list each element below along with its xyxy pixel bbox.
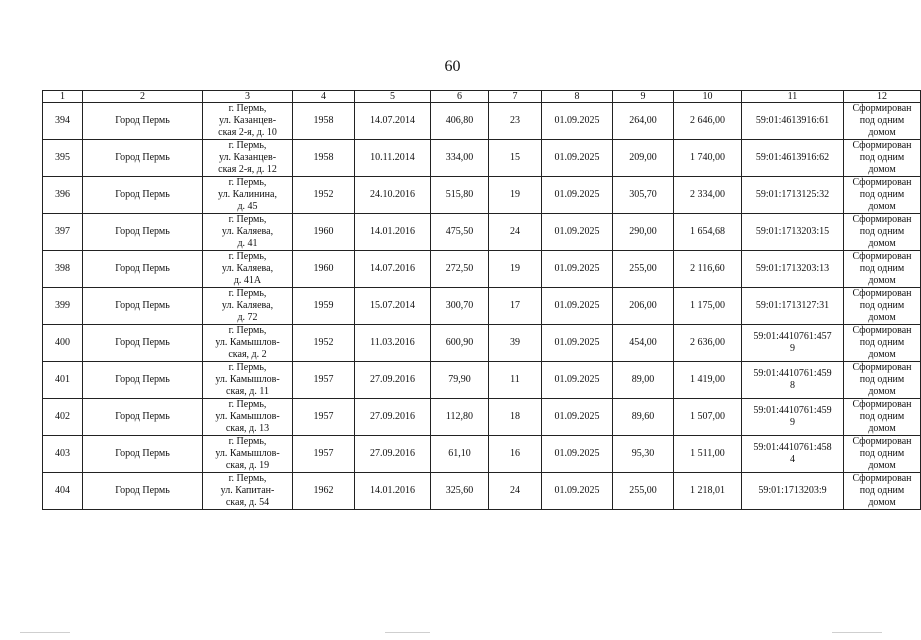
area-cell: 515,80 <box>431 177 489 214</box>
table-row <box>43 362 921 399</box>
table-row <box>43 399 921 436</box>
area-cell: 334,00 <box>431 140 489 177</box>
date-cell: 01.09.2025 <box>542 325 613 362</box>
registry-table <box>42 90 921 510</box>
address-cell: г. Пермь, ул. Каляева, д. 41 <box>203 214 293 251</box>
address-cell: г. Пермь, ул. Каляева, д. 72 <box>203 288 293 325</box>
date-cell: 15.07.2014 <box>355 288 431 325</box>
value-cell: 206,00 <box>613 288 674 325</box>
column-number-header: 7 <box>489 91 542 103</box>
municipality-cell: Город Пермь <box>83 288 203 325</box>
row-number-cell: 397 <box>43 214 83 251</box>
table-row <box>43 214 921 251</box>
count-cell: 15 <box>489 140 542 177</box>
value-cell: 255,00 <box>613 251 674 288</box>
address-cell: г. Пермь, ул. Каляева, д. 41А <box>203 251 293 288</box>
year-cell: 1960 <box>293 251 355 288</box>
count-cell: 11 <box>489 362 542 399</box>
date-cell: 14.07.2014 <box>355 103 431 140</box>
scan-artifact-line <box>832 632 882 633</box>
table-row <box>43 177 921 214</box>
row-number-cell: 404 <box>43 473 83 510</box>
column-number-header: 2 <box>83 91 203 103</box>
table-row <box>43 325 921 362</box>
date-cell: 14.01.2016 <box>355 214 431 251</box>
row-number-cell: 398 <box>43 251 83 288</box>
table-row <box>43 288 921 325</box>
area-cell: 112,80 <box>431 399 489 436</box>
date-cell: 01.09.2025 <box>542 436 613 473</box>
date-cell: 14.01.2016 <box>355 473 431 510</box>
row-number-cell: 396 <box>43 177 83 214</box>
column-number-header: 4 <box>293 91 355 103</box>
year-cell: 1958 <box>293 140 355 177</box>
area-cell: 61,10 <box>431 436 489 473</box>
status-cell: Сформирован под одним домом <box>844 288 921 325</box>
amount-cell: 1 511,00 <box>674 436 742 473</box>
area-cell: 475,50 <box>431 214 489 251</box>
date-cell: 11.03.2016 <box>355 325 431 362</box>
column-number-header: 9 <box>613 91 674 103</box>
area-cell: 79,90 <box>431 362 489 399</box>
year-cell: 1957 <box>293 362 355 399</box>
date-cell: 01.09.2025 <box>542 288 613 325</box>
year-cell: 1957 <box>293 399 355 436</box>
amount-cell: 1 507,00 <box>674 399 742 436</box>
cadastral-number-cell: 59:01:4613916:61 <box>742 103 844 140</box>
address-cell: г. Пермь, ул. Капитан- ская, д. 54 <box>203 473 293 510</box>
table-row <box>43 103 921 140</box>
year-cell: 1962 <box>293 473 355 510</box>
amount-cell: 1 175,00 <box>674 288 742 325</box>
count-cell: 19 <box>489 251 542 288</box>
amount-cell: 2 334,00 <box>674 177 742 214</box>
table-row <box>43 436 921 473</box>
count-cell: 16 <box>489 436 542 473</box>
value-cell: 305,70 <box>613 177 674 214</box>
address-cell: г. Пермь, ул. Камышлов- ская, д. 2 <box>203 325 293 362</box>
row-number-cell: 394 <box>43 103 83 140</box>
status-cell: Сформирован под одним домом <box>844 140 921 177</box>
municipality-cell: Город Пермь <box>83 140 203 177</box>
municipality-cell: Город Пермь <box>83 103 203 140</box>
municipality-cell: Город Пермь <box>83 436 203 473</box>
column-number-header: 10 <box>674 91 742 103</box>
date-cell: 01.09.2025 <box>542 177 613 214</box>
date-cell: 10.11.2014 <box>355 140 431 177</box>
cadastral-number-cell: 59:01:1713203:13 <box>742 251 844 288</box>
count-cell: 23 <box>489 103 542 140</box>
cadastral-number-cell: 59:01:1713127:31 <box>742 288 844 325</box>
municipality-cell: Город Пермь <box>83 251 203 288</box>
column-number-header: 12 <box>844 91 921 103</box>
area-cell: 406,80 <box>431 103 489 140</box>
amount-cell: 1 654,68 <box>674 214 742 251</box>
column-number-header: 1 <box>43 91 83 103</box>
row-number-cell: 401 <box>43 362 83 399</box>
amount-cell: 1 218,01 <box>674 473 742 510</box>
address-cell: г. Пермь, ул. Казанцев- ская 2-я, д. 10 <box>203 103 293 140</box>
column-number-header: 3 <box>203 91 293 103</box>
row-number-cell: 402 <box>43 399 83 436</box>
cadastral-number-cell: 59:01:4410761:459 8 <box>742 362 844 399</box>
cadastral-number-cell: 59:01:4410761:459 9 <box>742 399 844 436</box>
municipality-cell: Город Пермь <box>83 325 203 362</box>
count-cell: 24 <box>489 473 542 510</box>
year-cell: 1960 <box>293 214 355 251</box>
municipality-cell: Город Пермь <box>83 473 203 510</box>
status-cell: Сформирован под одним домом <box>844 362 921 399</box>
address-cell: г. Пермь, ул. Казанцев- ская 2-я, д. 12 <box>203 140 293 177</box>
cadastral-number-cell: 59:01:1713203:9 <box>742 473 844 510</box>
scan-artifact-line <box>20 632 70 633</box>
area-cell: 272,50 <box>431 251 489 288</box>
status-cell: Сформирован под одним домом <box>844 399 921 436</box>
amount-cell: 2 636,00 <box>674 325 742 362</box>
date-cell: 01.09.2025 <box>542 103 613 140</box>
date-cell: 01.09.2025 <box>542 473 613 510</box>
date-cell: 27.09.2016 <box>355 436 431 473</box>
date-cell: 24.10.2016 <box>355 177 431 214</box>
column-number-header: 8 <box>542 91 613 103</box>
municipality-cell: Город Пермь <box>83 177 203 214</box>
address-cell: г. Пермь, ул. Камышлов- ская, д. 11 <box>203 362 293 399</box>
row-number-cell: 400 <box>43 325 83 362</box>
count-cell: 24 <box>489 214 542 251</box>
cadastral-number-cell: 59:01:1713125:32 <box>742 177 844 214</box>
table-row <box>43 251 921 288</box>
amount-cell: 1 740,00 <box>674 140 742 177</box>
status-cell: Сформирован под одним домом <box>844 325 921 362</box>
table-row <box>43 473 921 510</box>
status-cell: Сформирован под одним домом <box>844 473 921 510</box>
date-cell: 01.09.2025 <box>542 214 613 251</box>
year-cell: 1952 <box>293 177 355 214</box>
amount-cell: 1 419,00 <box>674 362 742 399</box>
column-number-header: 11 <box>742 91 844 103</box>
status-cell: Сформирован под одним домом <box>844 251 921 288</box>
value-cell: 454,00 <box>613 325 674 362</box>
area-cell: 600,90 <box>431 325 489 362</box>
year-cell: 1952 <box>293 325 355 362</box>
cadastral-number-cell: 59:01:4613916:62 <box>742 140 844 177</box>
column-number-row <box>43 91 921 103</box>
status-cell: Сформирован под одним домом <box>844 103 921 140</box>
cadastral-number-cell: 59:01:4410761:457 9 <box>742 325 844 362</box>
column-number-header: 5 <box>355 91 431 103</box>
status-cell: Сформирован под одним домом <box>844 177 921 214</box>
date-cell: 01.09.2025 <box>542 399 613 436</box>
value-cell: 255,00 <box>613 473 674 510</box>
date-cell: 01.09.2025 <box>542 140 613 177</box>
table-body <box>43 103 921 510</box>
date-cell: 27.09.2016 <box>355 362 431 399</box>
status-cell: Сформирован под одним домом <box>844 436 921 473</box>
value-cell: 89,00 <box>613 362 674 399</box>
area-cell: 300,70 <box>431 288 489 325</box>
address-cell: г. Пермь, ул. Камышлов- ская, д. 13 <box>203 399 293 436</box>
scan-artifact-line <box>385 632 430 633</box>
area-cell: 325,60 <box>431 473 489 510</box>
status-cell: Сформирован под одним домом <box>844 214 921 251</box>
table-row <box>43 140 921 177</box>
year-cell: 1959 <box>293 288 355 325</box>
column-number-header: 6 <box>431 91 489 103</box>
count-cell: 18 <box>489 399 542 436</box>
count-cell: 19 <box>489 177 542 214</box>
value-cell: 95,30 <box>613 436 674 473</box>
cadastral-number-cell: 59:01:4410761:458 4 <box>742 436 844 473</box>
municipality-cell: Город Пермь <box>83 399 203 436</box>
date-cell: 27.09.2016 <box>355 399 431 436</box>
municipality-cell: Город Пермь <box>83 214 203 251</box>
value-cell: 89,60 <box>613 399 674 436</box>
row-number-cell: 399 <box>43 288 83 325</box>
amount-cell: 2 646,00 <box>674 103 742 140</box>
cadastral-number-cell: 59:01:1713203:15 <box>742 214 844 251</box>
date-cell: 01.09.2025 <box>542 362 613 399</box>
table-header <box>43 91 921 103</box>
row-number-cell: 403 <box>43 436 83 473</box>
municipality-cell: Город Пермь <box>83 362 203 399</box>
page-number: 60 <box>444 58 461 75</box>
date-cell: 14.07.2016 <box>355 251 431 288</box>
year-cell: 1957 <box>293 436 355 473</box>
value-cell: 290,00 <box>613 214 674 251</box>
count-cell: 39 <box>489 325 542 362</box>
date-cell: 01.09.2025 <box>542 251 613 288</box>
row-number-cell: 395 <box>43 140 83 177</box>
address-cell: г. Пермь, ул. Калинина, д. 45 <box>203 177 293 214</box>
value-cell: 209,00 <box>613 140 674 177</box>
address-cell: г. Пермь, ул. Камышлов- ская, д. 19 <box>203 436 293 473</box>
value-cell: 264,00 <box>613 103 674 140</box>
count-cell: 17 <box>489 288 542 325</box>
amount-cell: 2 116,60 <box>674 251 742 288</box>
year-cell: 1958 <box>293 103 355 140</box>
